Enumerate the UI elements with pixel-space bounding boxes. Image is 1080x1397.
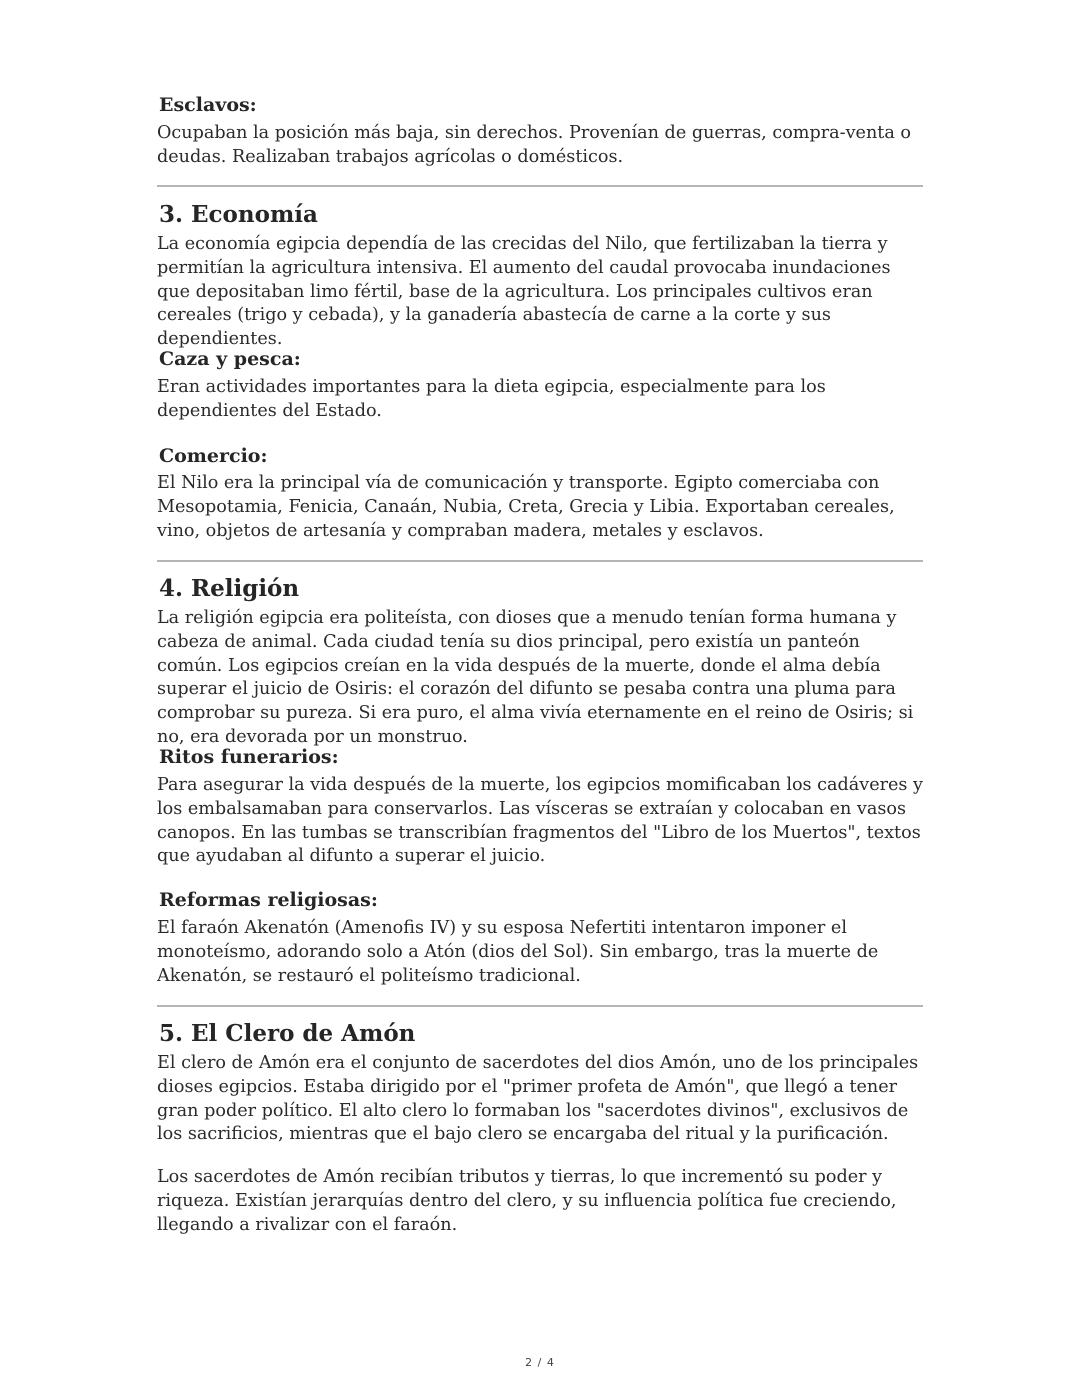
clero-text-1: El clero de Amón era el conjunto de sacerdotes del dios Amón, uno de los principales dioses egipcios. Estaba dirigido por el "primer profeta de Amón", que llegó a tener gran poder político. El alto clero lo formaban los "sacerdotes divinos", exclusivos de los sacrificios, mientras que el bajo clero se encargaba del ritual y la purificación.: [157, 1053, 919, 1145]
reformas-text: El faraón Akenatón (Amenofis IV) y su esposa Nefertiti intentaron imponer el monoteísmo, adorando solo a Atón (dios del Sol). Sin embargo, tras la muerte de Akenatón, se restauró el politeísmo tradicional.: [157, 918, 879, 986]
page-number: 2 / 4: [525, 1356, 555, 1369]
economia-heading: 3. Economía: [159, 201, 318, 228]
comercio-heading: Comercio:: [159, 445, 268, 467]
religion-heading: 4. Religión: [159, 575, 300, 602]
economia-text: La economía egipcia dependía de las crecidas del Nilo, que fertilizaban la tierra y permitían la agricultura intensiva. El aumento del caudal provocaba inundaciones que depositaban limo fértil, base de la agricultura. Los principales cultivos eran cereales (trigo y cebada), y la ganadería abastecía de carne a la corte y sus dependientes.: [157, 234, 891, 350]
esclavos-text: Ocupaban la posición más baja, sin derechos. Provenían de guerras, compra-venta o deudas. Realizaban trabajos agrícolas o domésticos.: [157, 123, 912, 167]
clero-text-2: Los sacerdotes de Amón recibían tributos y tierras, lo que incrementó su poder y riqueza. Existían jerarquías dentro del clero, y su influencia política fue creciendo, llegando a rivalizar con el faraón.: [157, 1167, 897, 1235]
section-divider: [157, 560, 923, 562]
caza-heading: Caza y pesca:: [159, 348, 301, 370]
reformas-heading: Reformas religiosas:: [159, 889, 378, 911]
ritos-text: Para asegurar la vida después de la muerte, los egipcios momificaban los cadáveres y los embalsamaban para conservarlos. Las vísceras se extraían y colocaban en vasos canopos. En las tumbas se transcribían fragmentos del "Libro de los Muertos", textos que ayudaban al difunto a superar el juicio.: [157, 775, 923, 867]
ritos-heading: Ritos funerarios:: [159, 746, 339, 768]
caza-text: Eran actividades importantes para la dieta egipcia, especialmente para los dependientes del Estado.: [157, 377, 826, 421]
religion-text: La religión egipcia era politeísta, con dioses que a menudo tenían forma humana y cabeza de animal. Cada ciudad tenía su dios principal, pero existía un panteón común. Los egipcios creían en la vida después de la muerte, donde el alma debía superar el juicio de Osiris: el corazón del difunto se pesaba contra una pluma para comprobar su pureza. Si era puro, el alma vivía eternamente en el reino de Osiris; si no, era devorada por un monstruo.: [157, 608, 914, 747]
section-divider: [157, 185, 923, 187]
clero-heading: 5. El Clero de Amón: [159, 1020, 416, 1047]
section-divider: [157, 1005, 923, 1007]
comercio-text: El Nilo era la principal vía de comunicación y transporte. Egipto comerciaba con Mesopotamia, Fenicia, Canaán, Nubia, Creta, Grecia y Libia. Exportaban cereales, vino, objetos de artesanía y compraban madera, metales y esclavos.: [157, 473, 895, 541]
esclavos-heading: Esclavos:: [159, 94, 257, 116]
